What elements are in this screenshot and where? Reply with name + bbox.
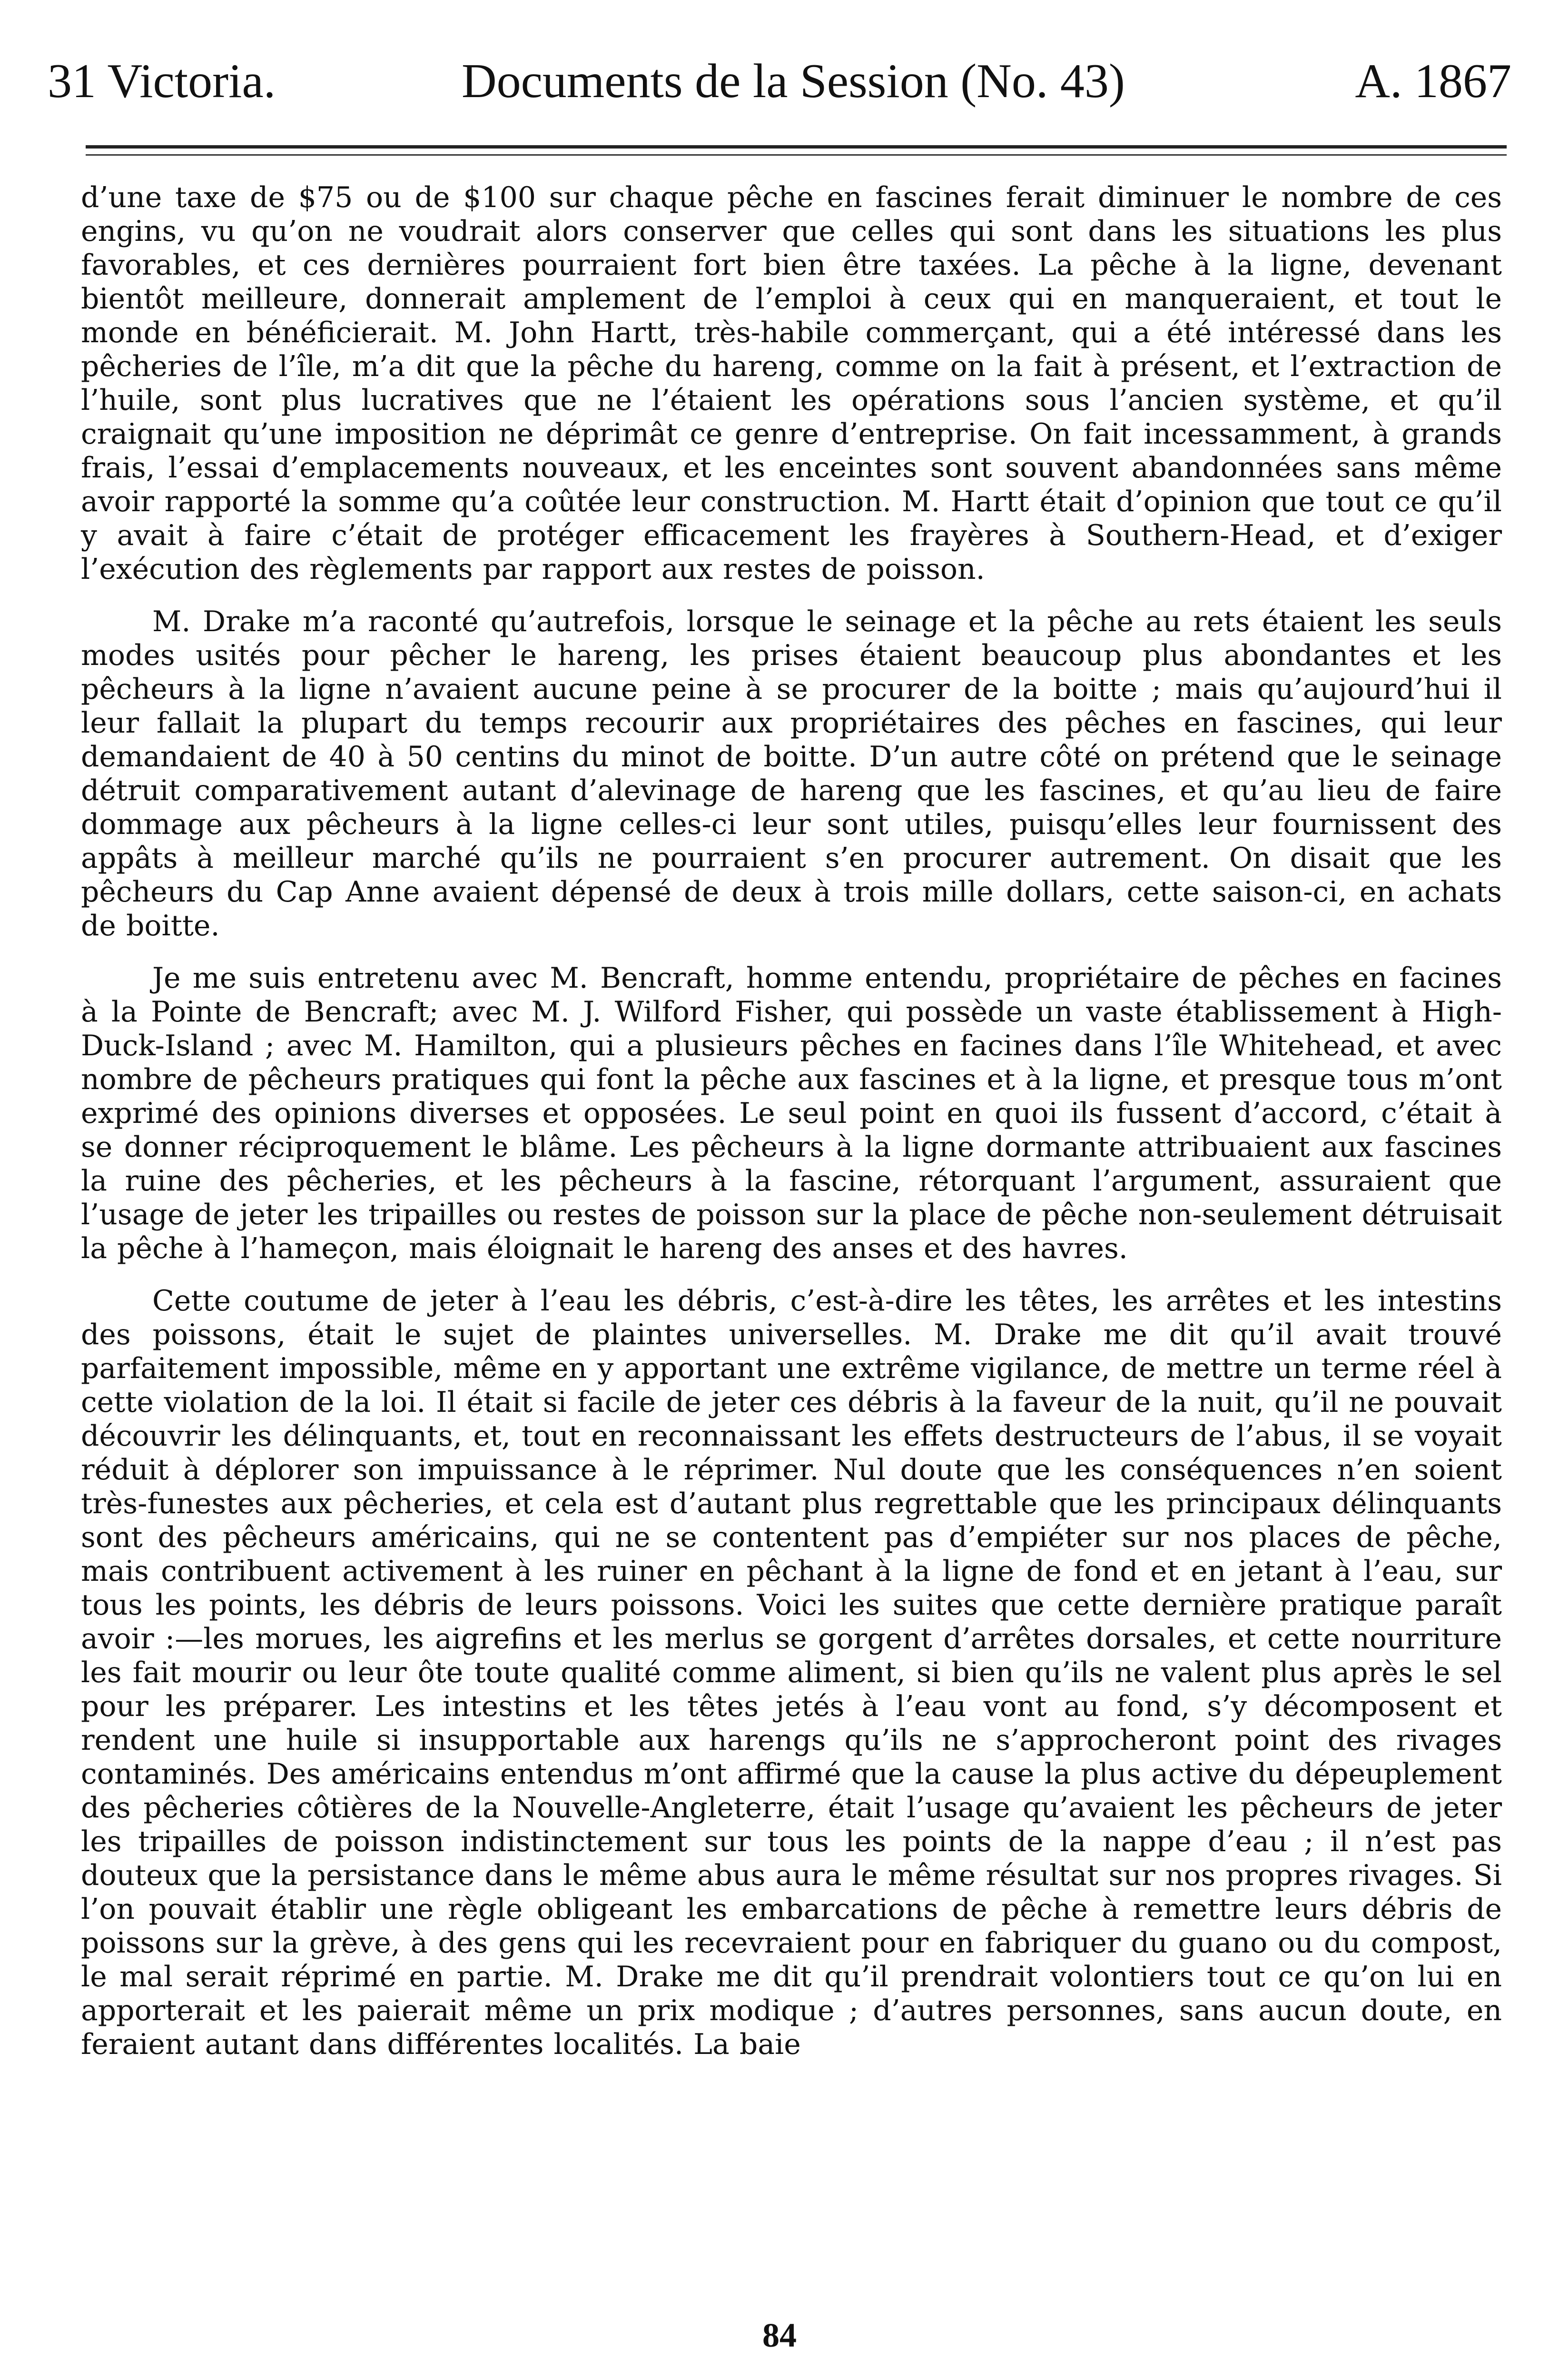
- page-number: 84: [762, 2316, 797, 2354]
- paragraph-3: Je me suis entretenu avec M. Bencraft, homme entendu, propriétaire de pêches en facines à la Pointe de Bencraft; avec M. J. Wilford Fisher, qui possède un vaste établissement à High-Duck-Island ; avec M. Hamilton, qui a plusieurs pêches en facines dans l’île Whitehead, et avec nombre de pêcheurs pratiques qui font la pêche aux fascines et à la ligne, et presque tous m’ont exprimé des opinions diverses et opposées. Le seul point en quoi ils fussent d’accord, c’était à se donner réciproquement le blâme. Les pêcheurs à la ligne dormante attribuaient aux fascines la ruine des pêcheries, et les pêcheurs à la fascine, rétorquant l’argument, assuraient que l’usage de jeter les tripailles ou restes de poisson sur la place de pêche non-seulement détruisait la pêche à l’hameçon, mais éloignait le hareng des anses et des havres.: [81, 962, 1502, 1265]
- header-title: Documents de la Session (No. 43): [462, 54, 1125, 108]
- header-year: A. 1867: [1355, 54, 1511, 108]
- header-rule-thin: [86, 154, 1507, 156]
- paragraph-4: Cette coutume de jeter à l’eau les débris, c’est-à-dire les têtes, les arrêtes et les intestins des poissons, était le sujet de plaintes universelles. M. Drake me dit qu’il avait trouvé parfaitement impossible, même en y apportant une extrême vigilance, de mettre un terme réel à cette violation de la loi. Il était si facile de jeter ces débris à la faveur de la nuit, qu’il ne pouvait découvrir les délinquants, et, tout en reconnaissant les effets destructeurs de l’abus, il se voyait réduit à déplorer son impuissance à le réprimer. Nul doute que les conséquences n’en soient très-funestes aux pêcheries, et cela est d’autant plus regrettable que les principaux délinquants sont des pêcheurs américains, qui ne se contentent pas d’empiéter sur nos places de pêche, mais contribuent activement à les ruiner en pêchant à la ligne de fond et en jetant à l’eau, sur tous les points, les débris de leurs poissons. Voici les suites que cette dernière pratique paraît avoir :—les morues, les aigrefins et les merlus se gorgent d’arrêtes dorsales, et cette nourriture les fait mourir ou leur ôte toute qualité comme aliment, si bien qu’ils ne valent plus après le sel pour les préparer. Les intestins et les têtes jetés à l’eau vont au fond, s’y décomposent et rendent une huile si insupportable aux harengs qu’ils ne s’approcheront point des rivages contaminés. Des américains entendus m’ont affirmé que la cause la plus active du dépeuplement des pêcheries côtières de la Nouvelle-Angleterre, était l’usage qu’avaient les pêcheurs de jeter les tripailles de poisson indistinctement sur tous les points de la nappe d’eau ; il n’est pas douteux que la persistance dans le même abus aura le même résultat sur nos propres rivages. Si l’on pouvait établir une règle obligeant les embarcations de pêche à remettre leurs débris de poissons sur la grève, à des gens qui les recevraient pour en fabriquer du guano ou du compost, le mal serait réprimé en partie. M. Drake me dit qu’il prendrait volontiers tout ce qu’on lui en apporterait et les paierait même un prix modique ; d’autres personnes, sans aucun doute, en feraient autant dans différentes localités. La baie: [81, 1284, 1502, 2061]
- header-rule: [86, 143, 1507, 162]
- running-header: [48, 19, 1511, 129]
- paragraph-1: d’une taxe de $75 ou de $100 sur chaque pêche en fascines ferait diminuer le nombre de ces engins, vu qu’on ne voudrait alors conserver que celles qui sont dans les situations les plus favorables, et ces dernières pourraient fort bien être taxées. La pêche à la ligne, devenant bientôt meilleure, donnerait amplement de l’emploi à ceux qui en manqueraient, et tout le monde en bénéficierait. M. John Hartt, très-habile commerçant, qui a été intéressé dans les pêcheries de l’île, m’a dit que la pêche du hareng, comme on la fait à présent, et l’extraction de l’huile, sont plus lucratives que ne l’étaient les opérations sous l’ancien système, et qu’il craignait qu’une imposition ne déprimât ce genre d’entreprise. On fait incessamment, à grands frais, l’essai d’emplacements nouveaux, et les enceintes sont souvent abandonnées sans même avoir rapporté la somme qu’a coûtée leur construction. M. Hartt était d’opinion que tout ce qu’il y avait à faire c’était de protéger efficacement les frayères à Southern-Head, et d’exiger l’exécution des règlements par rapport aux restes de poisson.: [81, 181, 1502, 586]
- header-rule-thick: [86, 145, 1507, 149]
- paragraph-2: M. Drake m’a raconté qu’autrefois, lorsque le seinage et la pêche au rets étaient les seuls modes usités pour pêcher le hareng, les prises étaient beaucoup plus abondantes et les pêcheurs à la ligne n’avaient aucune peine à se procurer de la boitte ; mais qu’aujourd’hui il leur fallait la plupart du temps recourir aux propriétaires des pêches en fascines, qui leur demandaient de 40 à 50 centins du minot de boitte. D’un autre côté on prétend que le seinage détruit comparativement autant d’alevinage de hareng que les fascines, et qu’au lieu de faire dommage aux pêcheurs à la ligne celles-ci leur sont utiles, puisqu’elles leur fournissent des appâts à meilleur marché qu’ils ne pourraient s’en procurer autrement. On disait que les pêcheurs du Cap Anne avaient dépensé de deux à trois mille dollars, cette saison-ci, en achats de boitte.: [81, 605, 1502, 942]
- body-text: [81, 181, 1502, 2080]
- header-volume: 31 Victoria.: [48, 54, 276, 108]
